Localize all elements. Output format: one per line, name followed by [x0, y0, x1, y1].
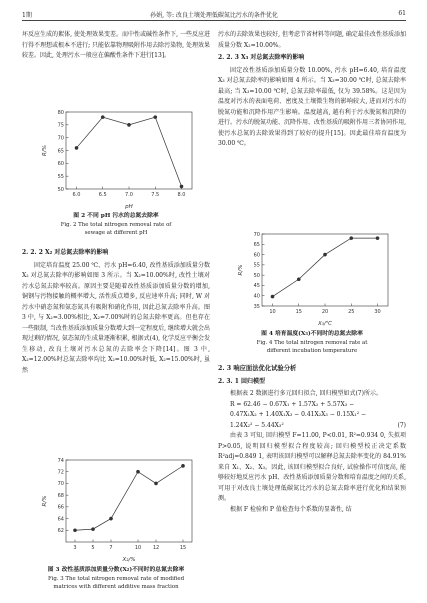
x-tick-label: 6.0	[72, 192, 81, 198]
x-tick-label: 7.0	[125, 192, 133, 198]
fig2-caption-en-2: sewage at different pH	[84, 230, 148, 236]
equation-line-2: 0.47X₁X₂ + 1.40X₁X₃ − 0.41X₂X₃ − 0.15X₁² −	[230, 411, 367, 418]
series-line	[273, 238, 378, 296]
plot-frame	[262, 234, 388, 306]
right-column-top	[218, 30, 406, 150]
data-point	[153, 115, 157, 119]
equation-line-1: R = 62.46 − 0.67X₁ + 1.57X₂ + 5.57X₃ −	[230, 400, 355, 408]
issue-number: 1期	[22, 12, 32, 19]
y-tick-label: 40	[253, 293, 260, 300]
x-tick-label: 5	[91, 545, 95, 551]
y-tick-label: 74	[57, 457, 64, 464]
data-point	[73, 528, 77, 532]
x-tick-label: 30	[374, 309, 381, 315]
y-tick-label: 50	[253, 272, 260, 279]
fig3-caption-en: Fig. 3 The total nitrogen removal rate of modified	[47, 576, 185, 582]
x-tick-label: 6.5	[98, 192, 107, 198]
x-axis-label: X₃/℃	[317, 321, 333, 327]
y-tick-label: 60	[253, 252, 260, 259]
x-tick-label: 25	[348, 309, 355, 315]
left-paragraph-1: 坏反应生成的絮体, 使处理效果变差。而中性或碱性条件下, 一些反应进行得不理想或根本不进行; 只能依靠物理吸附作用去除污染物, 处理效果较差。因此, 处理污水一般应在偏酸性条件下进行[13]。	[22, 31, 210, 59]
data-point	[91, 527, 95, 531]
right-paragraph-4: 由表 3 可知, 回归模型 F=11.00, P<0.01, R²=0.934 0, 失拟项 P>0.05, 说明回归模型拟合程度较高; 回归模型校正决定系数 R²adj=0.849 1, 表明该回归模型可以解释总氮去除率变化的 84.91%来自 X₁、X₂、X₃。因此, 该回归模型拟合良好, 试验操作可信度高, 能够较好地反应污水 pH、改性基质添加质量分数和培育温度之间的关系, 可用于对改良土壤处理低碳氮比污水的总氮去除率进行优化和结果预测。	[218, 432, 406, 502]
data-point	[180, 185, 184, 189]
data-point	[271, 295, 275, 299]
section-2-3: 2. 3 响应面法优化试验分析	[218, 365, 297, 372]
figure-2-caption	[22, 212, 210, 237]
section-2-2-2: 2. 2. 2 X₂ 对总氮去除率的影响	[22, 249, 109, 256]
fig4-caption-zh: 图 4 培育温度(X₃)不同时的总氮去除率	[261, 331, 363, 337]
x-tick-label: 10	[134, 545, 142, 551]
y-tick-label: 55	[57, 173, 64, 180]
y-tick-label: 35	[253, 303, 260, 310]
y-tick-label: 65	[57, 148, 64, 155]
fig2-caption-en: Fig. 2 The total nitrogen removal rate of	[60, 222, 172, 228]
figure-2	[40, 106, 200, 211]
data-point	[154, 482, 158, 486]
y-tick-label: 72	[57, 469, 64, 476]
equation-number: (7)	[397, 421, 406, 429]
x-tick-label: 10	[269, 309, 276, 315]
y-tick-label: 66	[57, 504, 64, 511]
y-tick-label: 64	[57, 516, 64, 523]
right-column-bottom	[218, 360, 406, 515]
y-tick-label: 70	[57, 481, 64, 488]
left-column-mid	[22, 246, 210, 376]
series-line	[75, 466, 183, 530]
section-2-2-3: 2. 2. 3 X₃ 对总氮去除率的影响	[218, 54, 305, 61]
data-point	[376, 236, 380, 240]
x-tick-label: 7.5	[151, 192, 160, 198]
left-paragraph-2: 固定培育温度 25.00 ℃、污水 pH=6.40, 改性基质添加质量分数 X₂ 对总氮去除率的影响如图 3 所示。当 X₂=10.00%时, 改性土壤对污水总氮去除率较高。原因主要是随着改性基质添加质量分数的增加, 铜钢与污物接触的概率增大, 活性质点增多, 反应速率升高; 同时, W 对污水中硝态氮和氨态氮具有吸附和硝化作用, 因此总氮去除率升高。图 3 中, 与 X₂=3.00%相比, X₂=7.00%时的总氮去除率更高。但也存在一些限制, 当改性基质添加质量分数增大到一定程度后, 继续增大就会出现过剩的情况, 氨态氮的生成量逐渐积累, 根据式(4), 化学反应平衡会发生移动, 改良土壤对污水总氮的去除率会下降[14]。图 3 中, X₂=12.00%时总氮去除率均比 X₂=10.00%时低, X₂=15.00%时, 虽然	[22, 261, 210, 374]
data-point	[297, 277, 301, 281]
x-tick-label: 7	[109, 545, 113, 551]
x-axis-label: pH	[125, 204, 133, 210]
y-tick-label: 68	[57, 492, 64, 499]
y-tick-label: 80	[57, 109, 64, 116]
data-point	[181, 464, 185, 468]
data-point	[127, 123, 131, 127]
y-tick-label: 50	[57, 186, 64, 193]
figure-4-caption	[218, 330, 406, 355]
section-2-3-1: 2. 3. 1 回归模型	[218, 377, 265, 385]
data-point	[349, 236, 353, 240]
fig3-caption-en-2: matrices with different additive mass fraction	[53, 584, 179, 590]
y-tick-label: 45	[253, 283, 260, 290]
y-tick-label: 62	[57, 528, 64, 535]
right-paragraph-2: 固定改性基质添加质量分数 10.00%, 污水 pH=6.40, 培育温度 X₃ 对总氮去除率的影响如图 4 所示。当 X₃=30.00 ℃时, 总氮去除率最高; 当 X₃=10.00 ℃时, 总氮去除率最低, 仅为 39.58%。这是因为温度对污水的表面电荷、密度及土壤微生物的影响较大, 进而对污水的脱氮功能和沉降作用产生影响。温度越高, 越有利于污水脱氮和沉降的进行。污水的脱氮功能、沉降作用、改性基质的吸附作用三者协同作用, 使污水总氮的去除效果得到了较好的提升[15]。因此最佳培育温度为 30.00 ℃。	[218, 66, 406, 147]
data-point	[323, 253, 327, 257]
page-number: 61	[398, 10, 406, 17]
y-tick-label: 70	[57, 135, 64, 142]
running-header	[22, 8, 406, 21]
fig4-caption-en-2: different incubation temperature	[266, 348, 358, 354]
running-title: 孙娟, 等: 改良土壤处理低碳氮比污水的条件优化	[150, 12, 278, 19]
equation-line-3	[218, 421, 406, 432]
y-axis-label: R/%	[42, 145, 48, 156]
x-tick-label: 15	[179, 545, 187, 551]
x-tick-label: 20	[321, 309, 329, 315]
data-point	[109, 517, 113, 521]
figure-4	[236, 228, 396, 328]
y-tick-label: 55	[253, 262, 260, 269]
data-point	[136, 470, 140, 474]
ph-chart	[40, 106, 200, 211]
fig4-caption-en: Fig. 4 The total nitrogen removal rate at	[256, 340, 368, 346]
data-point	[101, 115, 105, 119]
y-axis-label: R/%	[238, 264, 244, 276]
left-column-top	[22, 30, 210, 62]
data-point	[75, 146, 79, 150]
y-tick-label: 70	[253, 231, 260, 238]
y-tick-label: 60	[57, 161, 64, 168]
y-axis-label: R/%	[42, 495, 48, 507]
x-tick-label: 8.0	[177, 192, 186, 198]
y-tick-label: 65	[253, 242, 260, 249]
y-tick-label: 75	[57, 122, 64, 129]
fig2-caption-zh: 图 2 不同 pH 污水的总氮去除率	[73, 213, 159, 219]
fig3-caption-zh: 图 3 改性基质添加质量分数(X₂)不同时的总氮去除率	[47, 567, 185, 573]
right-paragraph-1: 污水的去除效果也较好, 但考虑节省材料等问题, 确定最佳改性基质添加质量分数 X₂=10.00%。	[218, 31, 406, 49]
additive-chart	[40, 454, 200, 564]
figure-3	[40, 454, 200, 564]
right-paragraph-3: 根据表 2 数据进行多元回归拟合, 回归模型如式(7)所示。	[230, 390, 382, 397]
equation-line-3-text: 1.24X₂² − 5.44X₃²	[230, 421, 284, 429]
figure-3-caption	[22, 566, 210, 591]
temperature-chart	[236, 228, 396, 328]
x-tick-label: 15	[295, 309, 302, 315]
series-line	[77, 117, 182, 186]
right-paragraph-5: 根据 F 检验和 P 值检查每个系数的显著性, 结	[230, 505, 352, 513]
x-axis-label: X₂/%	[122, 557, 136, 563]
x-tick-label: 3	[73, 545, 77, 551]
x-tick-label: 12	[152, 545, 160, 551]
